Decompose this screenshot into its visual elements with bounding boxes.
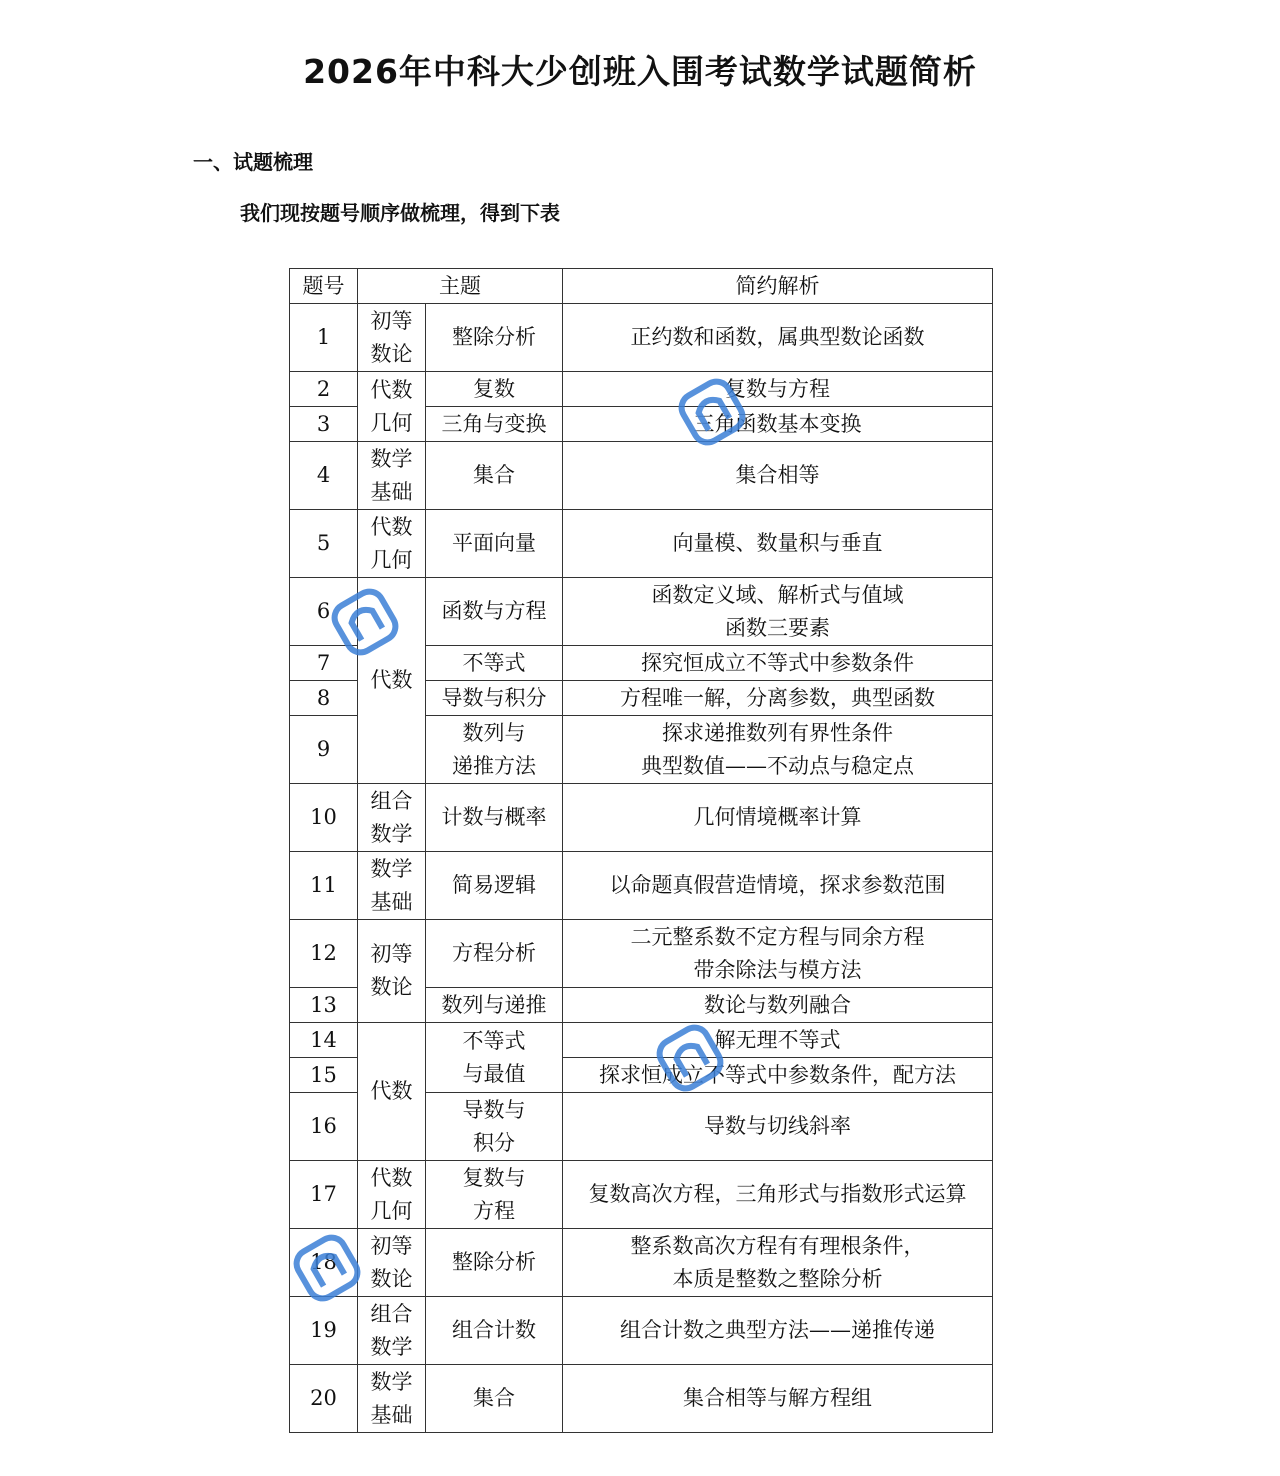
topic-cell: 组合计数 — [426, 1297, 563, 1365]
question-number: 16 — [290, 1093, 358, 1161]
table-row — [290, 578, 993, 646]
topic-cell: 集合 — [426, 442, 563, 510]
topic-cell: 导数与积分 — [426, 681, 563, 716]
question-number: 1 — [290, 304, 358, 372]
analysis-cell: 二元整系数不定方程与同余方程 带余除法与模方法 — [563, 920, 993, 988]
question-number: 17 — [290, 1161, 358, 1229]
topic-cell: 方程分析 — [426, 920, 563, 988]
topic-cell: 不等式 — [426, 646, 563, 681]
table-row — [290, 784, 993, 852]
analysis-cell: 向量模、数量积与垂直 — [563, 510, 993, 578]
category-cell: 组合 数学 — [358, 784, 426, 852]
summary-table — [289, 268, 993, 1433]
analysis-cell: 数论与数列融合 — [563, 988, 993, 1023]
question-number: 11 — [290, 852, 358, 920]
question-number: 14 — [290, 1023, 358, 1058]
category-cell: 数学 基础 — [358, 442, 426, 510]
topic-cell: 数列与 递推方法 — [426, 716, 563, 784]
question-number: 18 — [290, 1229, 358, 1297]
question-number: 6 — [290, 578, 358, 646]
analysis-cell: 正约数和函数，属典型数论函数 — [563, 304, 993, 372]
table-row — [290, 920, 993, 988]
table-row — [290, 372, 993, 407]
category-cell: 初等 数论 — [358, 920, 426, 1023]
analysis-cell: 解无理不等式 — [563, 1023, 993, 1058]
topic-cell: 简易逻辑 — [426, 852, 563, 920]
topic-cell: 计数与概率 — [426, 784, 563, 852]
category-cell: 初等 数论 — [358, 304, 426, 372]
category-cell: 代数 几何 — [358, 1161, 426, 1229]
table-row — [290, 1297, 993, 1365]
topic-cell: 导数与 积分 — [426, 1093, 563, 1161]
question-number: 5 — [290, 510, 358, 578]
table-row — [290, 1161, 993, 1229]
document-title: 2026年中科大少创班入围考试数学试题简析 — [303, 52, 977, 91]
table-row — [290, 304, 993, 372]
question-number: 20 — [290, 1365, 358, 1433]
topic-cell: 函数与方程 — [426, 578, 563, 646]
question-number: 3 — [290, 407, 358, 442]
header-topic: 主题 — [358, 269, 563, 304]
topic-cell: 整除分析 — [426, 304, 563, 372]
table-row — [290, 1023, 993, 1058]
topic-cell: 平面向量 — [426, 510, 563, 578]
category-cell: 代数 几何 — [358, 510, 426, 578]
topic-cell: 数列与递推 — [426, 988, 563, 1023]
question-number: 13 — [290, 988, 358, 1023]
question-number: 15 — [290, 1058, 358, 1093]
table-row — [290, 1229, 993, 1297]
analysis-cell: 以命题真假营造情境，探求参数范围 — [563, 852, 993, 920]
question-number: 8 — [290, 681, 358, 716]
topic-cell: 复数与 方程 — [426, 1161, 563, 1229]
question-number: 19 — [290, 1297, 358, 1365]
category-cell: 代数 — [358, 578, 426, 784]
category-cell: 代数 几何 — [358, 372, 426, 442]
table-row — [290, 1365, 993, 1433]
question-number: 12 — [290, 920, 358, 988]
analysis-cell: 探究恒成立不等式中参数条件 — [563, 646, 993, 681]
header-analysis: 简约解析 — [563, 269, 993, 304]
analysis-cell: 复数高次方程，三角形式与指数形式运算 — [563, 1161, 993, 1229]
category-cell: 代数 — [358, 1023, 426, 1161]
analysis-cell: 三角函数基本变换 — [563, 407, 993, 442]
analysis-cell: 复数与方程 — [563, 372, 993, 407]
question-number: 4 — [290, 442, 358, 510]
category-cell: 数学 基础 — [358, 852, 426, 920]
analysis-cell: 函数定义域、解析式与值域 函数三要素 — [563, 578, 993, 646]
question-number: 10 — [290, 784, 358, 852]
question-number: 7 — [290, 646, 358, 681]
analysis-cell: 探求递推数列有界性条件 典型数值——不动点与稳定点 — [563, 716, 993, 784]
analysis-cell: 集合相等与解方程组 — [563, 1365, 993, 1433]
analysis-cell: 探求恒成立不等式中参数条件，配方法 — [563, 1058, 993, 1093]
topic-cell: 复数 — [426, 372, 563, 407]
table-row — [290, 852, 993, 920]
analysis-cell: 集合相等 — [563, 442, 993, 510]
category-cell: 数学 基础 — [358, 1365, 426, 1433]
table-header-row — [290, 269, 993, 304]
analysis-cell: 方程唯一解，分离参数，典型函数 — [563, 681, 993, 716]
section-heading: 一、试题梳理 — [193, 150, 313, 174]
analysis-cell: 组合计数之典型方法——递推传递 — [563, 1297, 993, 1365]
category-cell: 初等 数论 — [358, 1229, 426, 1297]
intro-text: 我们现按题号顺序做梳理，得到下表 — [240, 201, 560, 225]
analysis-cell: 整系数高次方程有有理根条件， 本质是整数之整除分析 — [563, 1229, 993, 1297]
header-number: 题号 — [290, 269, 358, 304]
topic-cell: 三角与变换 — [426, 407, 563, 442]
topic-cell: 不等式 与最值 — [426, 1023, 563, 1093]
question-number: 9 — [290, 716, 358, 784]
question-number: 2 — [290, 372, 358, 407]
topic-cell: 整除分析 — [426, 1229, 563, 1297]
analysis-cell: 导数与切线斜率 — [563, 1093, 993, 1161]
analysis-cell: 几何情境概率计算 — [563, 784, 993, 852]
category-cell: 组合 数学 — [358, 1297, 426, 1365]
table-row — [290, 442, 993, 510]
topic-cell: 集合 — [426, 1365, 563, 1433]
table-row — [290, 510, 993, 578]
